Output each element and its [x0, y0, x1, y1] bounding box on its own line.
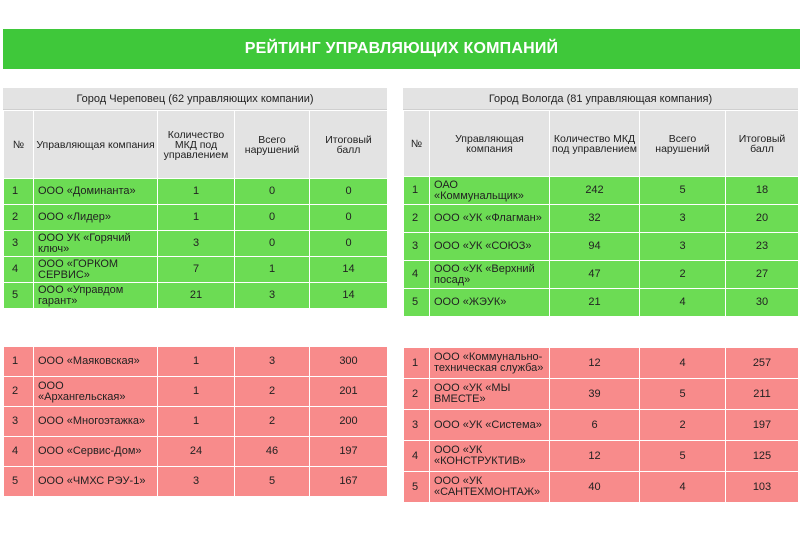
table-row: [4, 257, 388, 283]
rank-cell: 2: [404, 379, 430, 410]
violations-cell: 4: [640, 472, 726, 503]
score-cell: 27: [726, 261, 799, 289]
mkd-count-cell: 1: [158, 347, 235, 377]
cherepovets-top-panel: [3, 88, 387, 309]
score-cell: 211: [726, 379, 799, 410]
score-cell: 14: [310, 257, 388, 283]
rank-cell: 2: [4, 377, 34, 407]
mkd-count-cell: 12: [550, 348, 640, 379]
company-name-cell: ООО «ЧМХС РЭУ-1»: [34, 467, 158, 497]
mkd-count-cell: 7: [158, 257, 235, 283]
mkd-count-cell: 21: [550, 289, 640, 317]
table-row: [404, 441, 799, 472]
score-cell: 0: [310, 231, 388, 257]
violations-cell: 0: [235, 205, 310, 231]
rank-cell: 2: [404, 205, 430, 233]
company-name-cell: ООО «УК «Флагман»: [430, 205, 550, 233]
header-company: Управляющая компания: [430, 111, 550, 177]
violations-cell: 3: [235, 283, 310, 309]
violations-cell: 0: [235, 231, 310, 257]
mkd-count-cell: 242: [550, 177, 640, 205]
header-violations: Всего нарушений: [640, 111, 726, 177]
rank-cell: 4: [4, 437, 34, 467]
company-name-cell: ООО «Лидер»: [34, 205, 158, 231]
mkd-count-cell: 1: [158, 205, 235, 231]
company-name-cell: ООО «УК «КОНСТРУКТИВ»: [430, 441, 550, 472]
mkd-count-cell: 12: [550, 441, 640, 472]
rank-cell: 5: [4, 467, 34, 497]
table-row: [4, 407, 388, 437]
score-cell: 197: [726, 410, 799, 441]
vologda-top-table: [403, 110, 799, 317]
vologda-bottom-table: [403, 347, 799, 503]
cherepovets-caption: Город Череповец (62 управляющих компании): [3, 88, 387, 110]
vologda-bottom-panel: [403, 347, 798, 503]
mkd-count-cell: 94: [550, 233, 640, 261]
table-row: [4, 377, 388, 407]
table-row: [4, 205, 388, 231]
violations-cell: 3: [640, 205, 726, 233]
header-company: Управляющая компания: [34, 111, 158, 179]
table-row: [4, 437, 388, 467]
violations-cell: 3: [640, 233, 726, 261]
company-name-cell: ООО «Архангельская»: [34, 377, 158, 407]
table-row: [404, 379, 799, 410]
violations-cell: 46: [235, 437, 310, 467]
company-name-cell: ООО «УК «САНТЕХМОНТАЖ»: [430, 472, 550, 503]
violations-cell: 5: [640, 177, 726, 205]
company-name-cell: ООО «УК «МЫ ВМЕСТЕ»: [430, 379, 550, 410]
rank-cell: 5: [404, 472, 430, 503]
company-name-cell: ООО УК «Горячий ключ»: [34, 231, 158, 257]
table-row: [404, 472, 799, 503]
mkd-count-cell: 40: [550, 472, 640, 503]
company-name-cell: ООО «УК «СОЮЗ»: [430, 233, 550, 261]
mkd-count-cell: 1: [158, 377, 235, 407]
violations-cell: 4: [640, 289, 726, 317]
mkd-count-cell: 6: [550, 410, 640, 441]
table-row: [404, 233, 799, 261]
company-name-cell: ООО «Маяковская»: [34, 347, 158, 377]
company-name-cell: ООО «УК «Система»: [430, 410, 550, 441]
rank-cell: 3: [404, 410, 430, 441]
page-title: РЕЙТИНГ УПРАВЛЯЮЩИХ КОМПАНИЙ: [3, 29, 800, 69]
table-row: [4, 179, 388, 205]
score-cell: 300: [310, 347, 388, 377]
company-name-cell: ООО «Многоэтажка»: [34, 407, 158, 437]
score-cell: 18: [726, 177, 799, 205]
violations-cell: 2: [235, 407, 310, 437]
header-score: Итоговый балл: [310, 111, 388, 179]
mkd-count-cell: 3: [158, 231, 235, 257]
table-row: [4, 283, 388, 309]
company-name-cell: ОАО «Коммунальщик»: [430, 177, 550, 205]
vologda-top-panel: [403, 88, 798, 317]
violations-cell: 2: [640, 410, 726, 441]
company-name-cell: ООО «ЖЭУК»: [430, 289, 550, 317]
violations-cell: 5: [640, 379, 726, 410]
rank-cell: 3: [4, 407, 34, 437]
rank-cell: 5: [404, 289, 430, 317]
rank-cell: 1: [4, 347, 34, 377]
rank-cell: 5: [4, 283, 34, 309]
mkd-count-cell: 47: [550, 261, 640, 289]
score-cell: 197: [310, 437, 388, 467]
mkd-count-cell: 32: [550, 205, 640, 233]
company-name-cell: ООО «Сервис-Дом»: [34, 437, 158, 467]
company-name-cell: ООО «ГОРКОМ СЕРВИС»: [34, 257, 158, 283]
rank-cell: 1: [404, 348, 430, 379]
mkd-count-cell: 21: [158, 283, 235, 309]
score-cell: 20: [726, 205, 799, 233]
score-cell: 201: [310, 377, 388, 407]
vologda-caption: Город Вологда (81 управляющая компания): [403, 88, 798, 110]
score-cell: 125: [726, 441, 799, 472]
score-cell: 200: [310, 407, 388, 437]
violations-cell: 1: [235, 257, 310, 283]
header-mkd: Количество МКД под управлением: [550, 111, 640, 177]
header-violations: Всего нарушений: [235, 111, 310, 179]
mkd-count-cell: 1: [158, 407, 235, 437]
cherepovets-top-table: [3, 110, 388, 309]
table-row: [404, 177, 799, 205]
table-row: [404, 410, 799, 441]
table-row: [4, 347, 388, 377]
mkd-count-cell: 39: [550, 379, 640, 410]
table-row: [404, 348, 799, 379]
company-name-cell: ООО «Коммунально-техническая служба»: [430, 348, 550, 379]
table-row: [404, 261, 799, 289]
violations-cell: 0: [235, 179, 310, 205]
rank-cell: 4: [404, 261, 430, 289]
company-name-cell: ООО «Управдом гарант»: [34, 283, 158, 309]
rank-cell: 1: [404, 177, 430, 205]
rank-cell: 3: [4, 231, 34, 257]
mkd-count-cell: 3: [158, 467, 235, 497]
header-no: №: [404, 111, 430, 177]
company-name-cell: ООО «УК «Верхний посад»: [430, 261, 550, 289]
mkd-count-cell: 1: [158, 179, 235, 205]
company-name-cell: ООО «Доминанта»: [34, 179, 158, 205]
score-cell: 14: [310, 283, 388, 309]
score-cell: 103: [726, 472, 799, 503]
table-row: [404, 205, 799, 233]
table-row: [4, 231, 388, 257]
score-cell: 23: [726, 233, 799, 261]
rank-cell: 4: [4, 257, 34, 283]
header-no: №: [4, 111, 34, 179]
score-cell: 0: [310, 179, 388, 205]
cherepovets-bottom-table: [3, 346, 388, 497]
table-row: [4, 467, 388, 497]
score-cell: 257: [726, 348, 799, 379]
rank-cell: 1: [4, 179, 34, 205]
violations-cell: 3: [235, 347, 310, 377]
header-mkd: Количество МКД под управлением: [158, 111, 235, 179]
score-cell: 30: [726, 289, 799, 317]
violations-cell: 4: [640, 348, 726, 379]
header-score: Итоговый балл: [726, 111, 799, 177]
violations-cell: 2: [640, 261, 726, 289]
rank-cell: 3: [404, 233, 430, 261]
violations-cell: 5: [640, 441, 726, 472]
violations-cell: 2: [235, 377, 310, 407]
table-row: [404, 289, 799, 317]
score-cell: 0: [310, 205, 388, 231]
score-cell: 167: [310, 467, 388, 497]
rank-cell: 2: [4, 205, 34, 231]
mkd-count-cell: 24: [158, 437, 235, 467]
cherepovets-bottom-panel: [3, 346, 387, 497]
violations-cell: 5: [235, 467, 310, 497]
rank-cell: 4: [404, 441, 430, 472]
